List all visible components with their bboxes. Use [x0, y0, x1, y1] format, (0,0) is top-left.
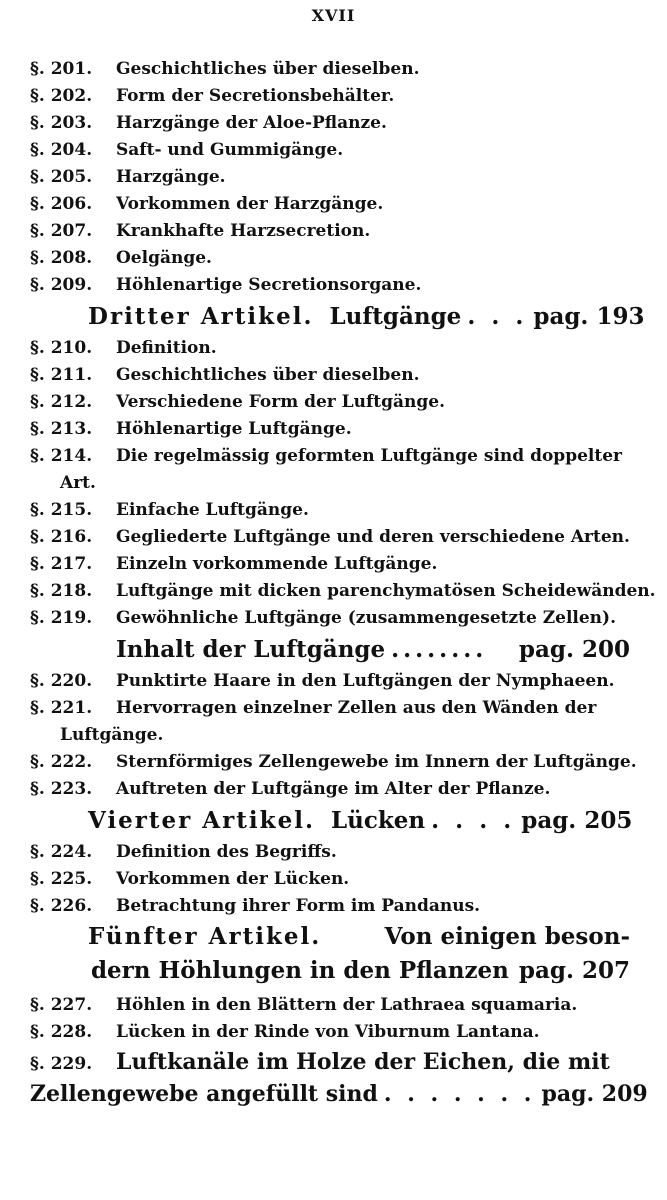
- toc-entry: [30, 605, 630, 632]
- section-title: Definition.: [116, 338, 217, 358]
- page-reference: pag. 200: [518, 636, 630, 663]
- section-title: Harzgänge.: [116, 167, 226, 187]
- chapter-heading-dritter: [30, 299, 645, 335]
- chapter-title-part1: Von einigen beson-: [384, 923, 630, 950]
- toc-entry: [30, 56, 630, 83]
- toc-entry: [30, 992, 630, 1019]
- toc-entry: [30, 389, 630, 416]
- section-number: §. 208.: [30, 248, 93, 268]
- section-number: §. 228.: [30, 1022, 93, 1042]
- section-title: Einfache Luftgänge.: [116, 500, 309, 520]
- toc-entry: [30, 218, 630, 245]
- section-title: Höhlenartige Secretionsorgane.: [116, 275, 422, 295]
- chapter-heading-vierter: [30, 803, 633, 839]
- section-number: §. 223.: [30, 779, 93, 799]
- section-title: Luftgänge mit dicken parenchymatösen Scheidewänden.: [116, 581, 656, 601]
- section-number: §. 219.: [30, 608, 93, 628]
- toc-entry: [30, 164, 630, 191]
- section-number: §. 226.: [30, 896, 93, 916]
- page-number: XVII: [311, 6, 356, 25]
- section-number: §. 221.: [30, 698, 93, 718]
- section-title: Höhlen in den Blättern der Lathraea squamaria.: [116, 995, 578, 1015]
- chapter-title-part2: dern Höhlungen in den Pflanzen: [90, 957, 509, 984]
- entry-group-c: [30, 668, 637, 803]
- leader-dots: ........: [391, 636, 488, 663]
- section-number: §. 207.: [30, 221, 93, 241]
- section-title: Einzeln vorkommende Luftgänge.: [116, 554, 438, 574]
- section-number: §. 212.: [30, 392, 93, 412]
- leader-dots: . . . . . . .: [383, 1081, 536, 1107]
- section-title: Oelgänge.: [116, 248, 212, 268]
- toc-entry: [30, 443, 630, 497]
- section-title: Hervorragen einzelner Zellen aus den Wänden der: [116, 698, 597, 718]
- toc-entry: [30, 578, 656, 605]
- section-title: Betrachtung ihrer Form im Pandanus.: [116, 896, 481, 916]
- chapter-label: Fünfter Artikel.: [88, 923, 322, 950]
- toc-entry: [30, 335, 630, 362]
- section-number: §. 224.: [30, 842, 93, 862]
- section-number: §. 227.: [30, 995, 93, 1015]
- toc-entry: [30, 137, 630, 164]
- section-title: Harzgänge der Aloe-Pflanze.: [116, 113, 387, 133]
- chapter-title: Lücken: [330, 807, 426, 834]
- toc-entry: [30, 866, 630, 893]
- section-number: §. 214.: [30, 446, 93, 466]
- entry-group-b: [30, 335, 656, 632]
- leader-dots: . . . .: [431, 807, 516, 834]
- section-heading-inhalt: [30, 632, 630, 668]
- page-reference: pag. 209: [541, 1081, 648, 1107]
- entry-group-e: [30, 992, 630, 1046]
- entry-group-d: [30, 839, 630, 920]
- toc-entry: [30, 749, 637, 776]
- section-number: §. 215.: [30, 500, 93, 520]
- toc-entry: [30, 668, 630, 695]
- chapter-label: Dritter Artikel.: [88, 303, 314, 330]
- section-title: Punktirte Haare in den Luftgängen der Nymphaeen.: [116, 671, 615, 691]
- section-number: §. 210.: [30, 338, 93, 358]
- section-title-continuation: Luftgänge.: [60, 725, 164, 745]
- section-title: Geschichtliches über dieselben.: [116, 365, 420, 385]
- toc-entry: [30, 416, 630, 443]
- toc-entry: [30, 776, 630, 803]
- toc-entry: [30, 1019, 630, 1046]
- section-number: §. 216.: [30, 527, 93, 547]
- toc-entry: [30, 551, 630, 578]
- section-number: §. 206.: [30, 194, 93, 214]
- chapter-heading-fuenfter: [30, 920, 630, 992]
- section-number: §. 225.: [30, 869, 93, 889]
- toc-entry-229: [30, 1046, 648, 1110]
- section-title: Luftkanäle im Holze der Eichen, die mit: [116, 1049, 610, 1075]
- section-number: §. 222.: [30, 752, 93, 772]
- section-number: §. 204.: [30, 140, 93, 160]
- chapter-title: Luftgänge: [329, 303, 462, 330]
- section-title: Die regelmässig geformten Luftgänge sind doppelter: [116, 446, 622, 466]
- section-title: Gegliederte Luftgänge und deren verschiedene Arten.: [116, 527, 630, 547]
- toc-entry: [30, 695, 630, 749]
- page-reference: pag. 207: [518, 957, 630, 984]
- section-number: §. 203.: [30, 113, 93, 133]
- entry-group-a: [30, 56, 630, 299]
- section-number: §. 209.: [30, 275, 93, 295]
- toc-entry: [30, 362, 630, 389]
- section-title: Krankhafte Harzsecretion.: [116, 221, 371, 241]
- section-title: Lücken in der Rinde von Viburnum Lantana.: [116, 1022, 540, 1042]
- leader-dots: . . .: [467, 303, 528, 330]
- section-title: Sternförmiges Zellengewebe im Innern der Luftgänge.: [116, 752, 637, 772]
- toc-entry: [30, 245, 630, 272]
- section-number: §. 220.: [30, 671, 93, 691]
- toc-entry: [30, 524, 630, 551]
- section-title: Vorkommen der Lücken.: [116, 869, 350, 889]
- section-number: §. 229.: [30, 1054, 93, 1074]
- section-title: Geschichtliches über dieselben.: [116, 59, 420, 79]
- section-number: §. 218.: [30, 581, 93, 601]
- section-number: §. 205.: [30, 167, 93, 187]
- page-reference: pag. 205: [521, 807, 633, 834]
- section-title-continuation: Zellengewebe angefüllt sind: [30, 1081, 378, 1107]
- toc-entry: [30, 839, 630, 866]
- chapter-label: Vierter Artikel.: [88, 807, 315, 834]
- toc-entry: [30, 83, 630, 110]
- section-number: §. 211.: [30, 365, 93, 385]
- toc-entry: [30, 497, 630, 524]
- section-title: Definition des Begriffs.: [116, 842, 337, 862]
- section-number: §. 201.: [30, 59, 93, 79]
- section-title-continuation: Art.: [60, 473, 96, 493]
- section-number: §. 217.: [30, 554, 93, 574]
- toc-entry: [30, 893, 630, 920]
- heading-title: Inhalt der Luftgänge: [116, 636, 386, 663]
- toc-entries: [30, 56, 656, 1110]
- toc-entry: [30, 191, 630, 218]
- section-title: Höhlenartige Luftgänge.: [116, 419, 352, 439]
- section-number: §. 202.: [30, 86, 93, 106]
- section-title: Verschiedene Form der Luftgänge.: [116, 392, 446, 412]
- section-number: §. 213.: [30, 419, 93, 439]
- section-title: Auftreten der Luftgänge im Alter der Pflanze.: [116, 779, 551, 799]
- section-title: Gewöhnliche Luftgänge (zusammengesetzte Zellen).: [116, 608, 617, 628]
- page-reference: pag. 193: [533, 303, 645, 330]
- toc-entry: [30, 110, 630, 137]
- section-title: Vorkommen der Harzgänge.: [116, 194, 384, 214]
- toc-entry: [30, 272, 630, 299]
- section-title: Saft- und Gummigänge.: [116, 140, 344, 160]
- section-title: Form der Secretionsbehälter.: [116, 86, 395, 106]
